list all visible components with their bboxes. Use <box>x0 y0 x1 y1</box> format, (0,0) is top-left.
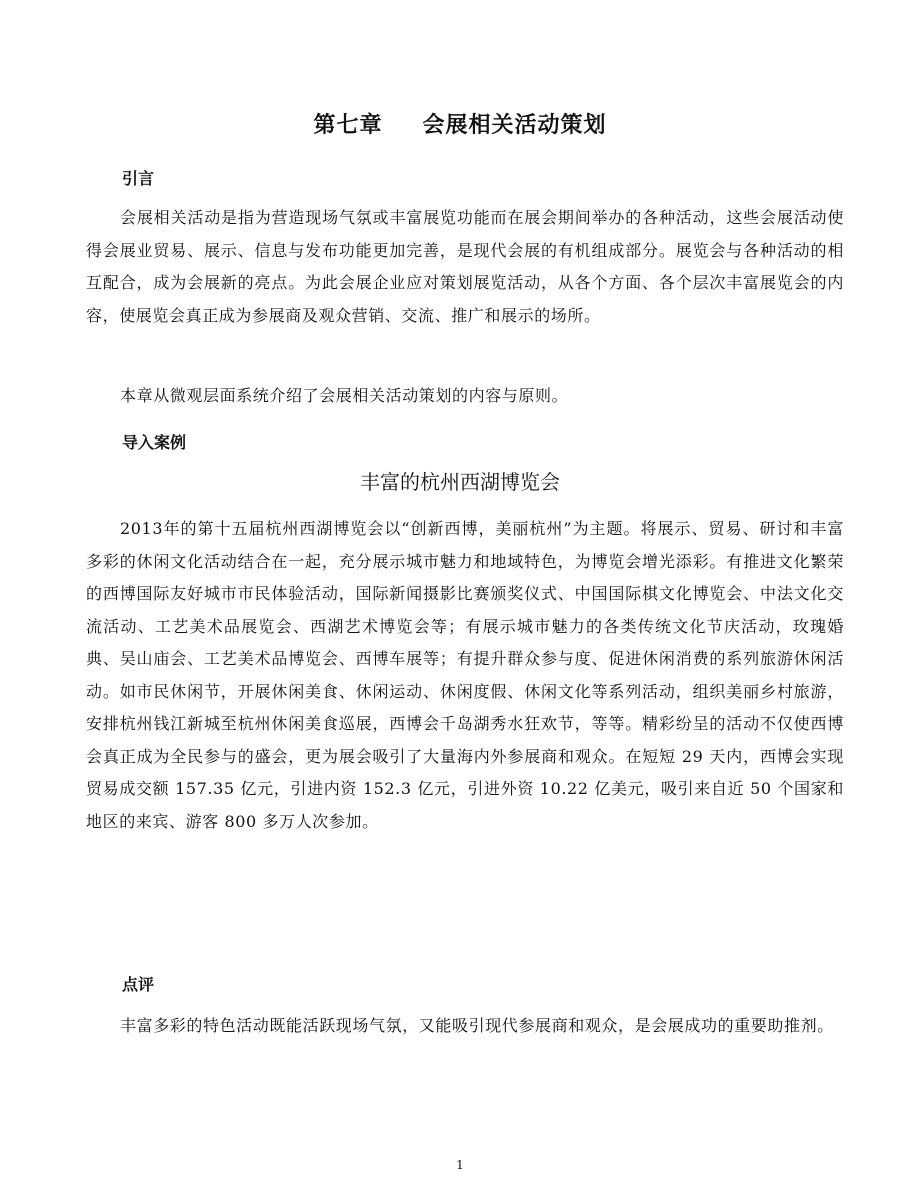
intro-paragraph-2: 本章从微观层面系统介绍了会展相关活动策划的内容与原则。 <box>120 386 569 405</box>
page-number: 1 <box>456 1158 464 1172</box>
review-body: 丰富多彩的特色活动既能活跃现场气氛，又能吸引现代参展商和观众，是会展成功的重要助推剂。 <box>120 1016 834 1035</box>
case-title: 丰富的杭州西湖博览会 <box>360 470 560 494</box>
case-body: 2013年的第十五届杭州西湖博览会以“创新西博，美丽杭州”为主题。将展示、贸易、研讨和丰富多彩的休闲文化活动结合在一起，充分展示城市魅力和地域特色，为博览会增光添彩。有推进文化繁荣的西博国际友好城市市民体验活动，国际新闻摄影比赛颁奖仪式、中国国际棋文化博览会、中法文化交流活动、工艺美术品展览会、西湖艺术博览会等；有展示城市魅力的各类传统文化节庆活动，玫瑰婚典、吴山庙会、工艺美术品博览会、西博车展等；有提升群众参与度、促进休闲消费的系列旅游休闲活动。如市民休闲节，开展休闲美食、休闲运动、休闲度假、休闲文化等系列活动，组织美丽乡村旅游，安排杭州钱江新城至杭州休闲美食巡展，西博会千岛湖秀水狂欢节，等等。精彩纷呈的活动不仅使西博会真正成为全民参与的盛会，更为展会吸引了大量海内外参展商和观众。在短短 29 天内，西博会实现贸易成交额 157.35 亿元，引进内资 152.3 亿元，引进外资 10.22 亿美元，吸引来自近 50 个国家和地区的来宾、游客 800 多万人次参加。 <box>86 519 844 831</box>
chapter-name: 会展相关活动策划 <box>422 113 607 138</box>
intro-paragraph-1: 会展相关活动是指为营造现场气氛或丰富展览功能而在展会期间举办的各种活动，这些会展活动使得会展业贸易、展示、信息与发布功能更加完善，是现代会展的有机组成部分。展览会与各种活动的相互配合，成为会展新的亮点。为此会展企业应对策划展览活动，从各个方面、各个层次丰富展览会的内容，使展览会真正成为参展商及观众营销、交流、推广和展示的场所。 <box>86 208 844 325</box>
chapter-title <box>0 108 920 139</box>
chapter-number: 第七章 <box>313 113 383 138</box>
intro-heading: 引言 <box>122 169 155 188</box>
review-heading: 点评 <box>122 975 155 994</box>
case-heading: 导入案例 <box>122 433 187 452</box>
